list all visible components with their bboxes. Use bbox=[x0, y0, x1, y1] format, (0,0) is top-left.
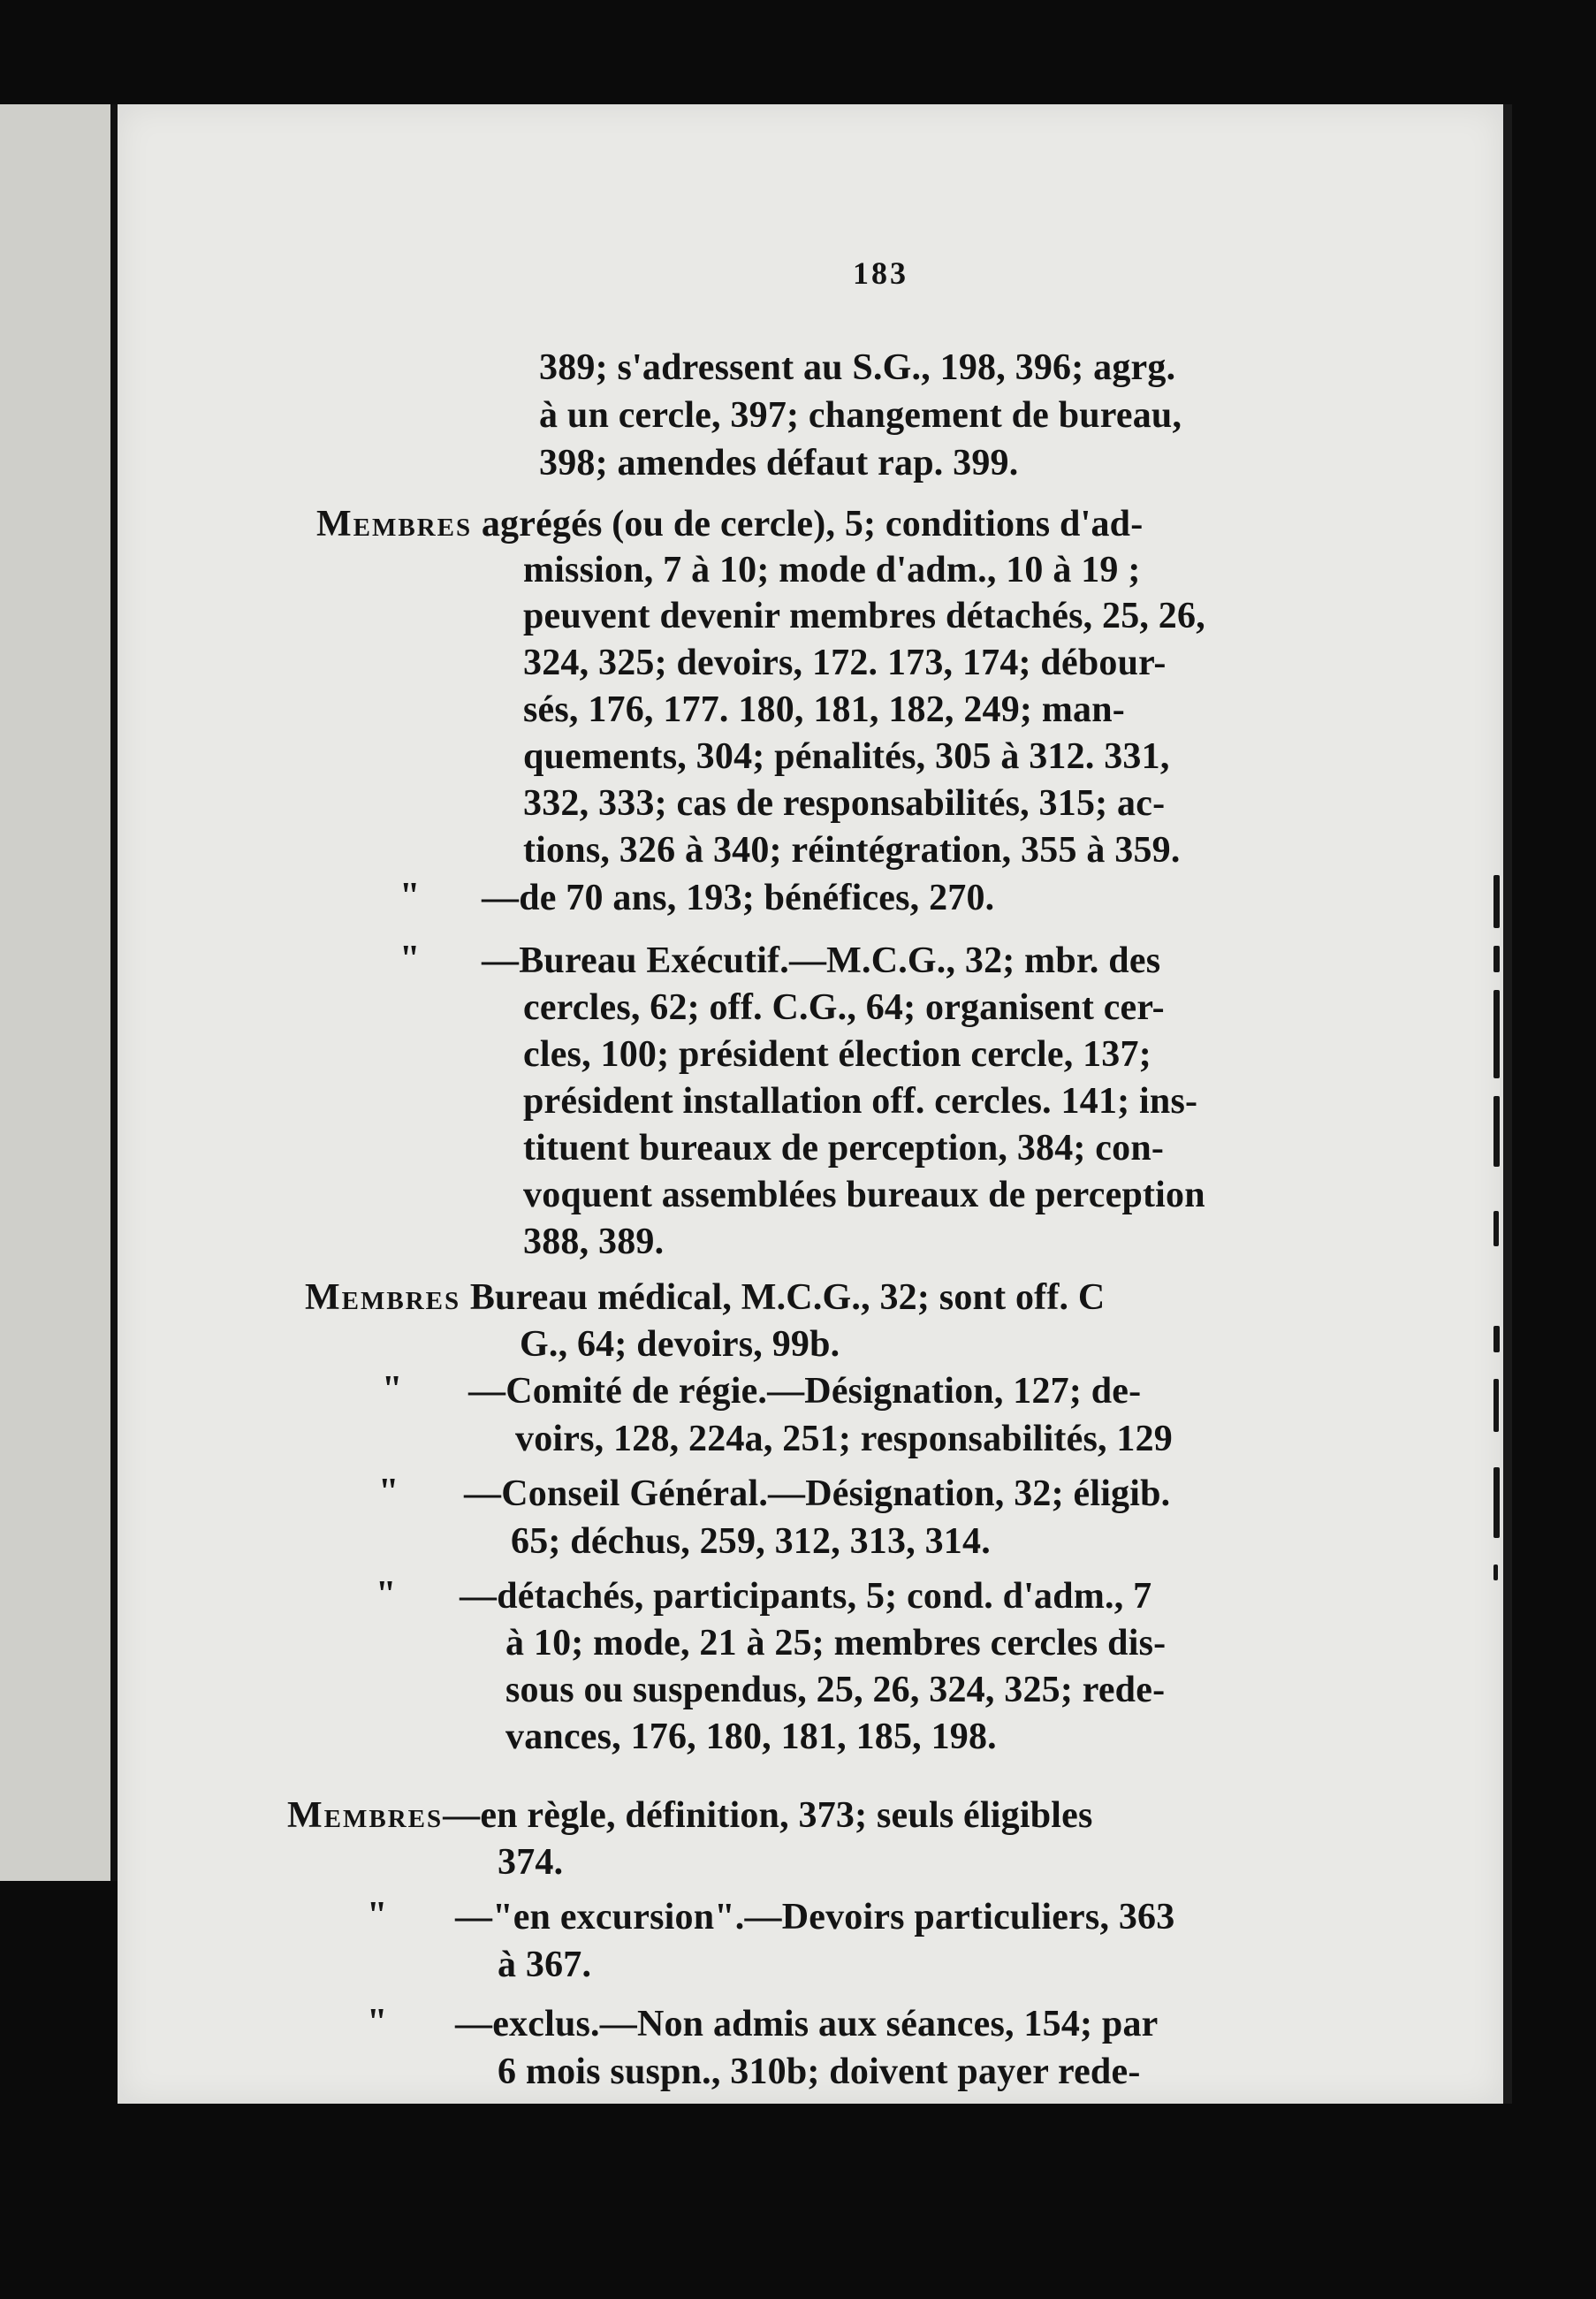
index-line-text: voquent assemblées bureaux de perception bbox=[523, 1175, 1205, 1215]
index-line bbox=[523, 986, 1165, 1029]
index-line bbox=[523, 642, 1167, 684]
index-line-text: cercles, 62; off. C.G., 64; organisent cer- bbox=[523, 987, 1165, 1028]
scan-artifact-mark bbox=[1493, 1564, 1498, 1580]
index-line bbox=[468, 1370, 1141, 1412]
index-line bbox=[505, 1622, 1166, 1664]
index-line bbox=[523, 1174, 1205, 1216]
index-line bbox=[523, 735, 1170, 778]
scan-artifact-mark bbox=[1493, 1096, 1500, 1167]
index-line-text: cles, 100; président élection cercle, 137; bbox=[523, 1034, 1151, 1075]
index-line bbox=[523, 829, 1181, 872]
index-line-text: —Comité de régie.—Désignation, 127; de- bbox=[468, 1371, 1142, 1412]
index-line bbox=[539, 442, 1018, 484]
index-line bbox=[523, 689, 1125, 731]
index-line-text: 398; amendes défaut rap. 399. bbox=[539, 443, 1019, 483]
index-line bbox=[523, 1221, 664, 1263]
scan-artifact-mark bbox=[1493, 1211, 1499, 1246]
index-line bbox=[539, 346, 1175, 389]
index-line bbox=[520, 1323, 840, 1366]
entry-head: Membres bbox=[287, 1795, 444, 1836]
page-right-edge bbox=[1503, 104, 1512, 2104]
index-line bbox=[523, 1033, 1151, 1076]
index-line bbox=[505, 1716, 997, 1758]
index-line-text: président installation off. cercles. 141; ins- bbox=[523, 1081, 1198, 1122]
page-gutter bbox=[110, 104, 118, 1881]
ditto-mark: " bbox=[367, 1895, 388, 1936]
index-line-text: quements, 304; pénalités, 305 à 312. 331, bbox=[523, 736, 1170, 777]
index-line-text: à 367. bbox=[498, 1945, 592, 1985]
index-line-text: sés, 176, 177. 180, 181, 182, 249; man- bbox=[523, 689, 1125, 730]
index-line bbox=[523, 595, 1205, 637]
index-line-text: à 10; mode, 21 à 25; membres cercles dis- bbox=[505, 1623, 1167, 1663]
index-entry-heading bbox=[316, 503, 1143, 545]
index-line bbox=[498, 1944, 591, 1986]
index-line bbox=[523, 549, 1141, 591]
ditto-mark: " bbox=[367, 2002, 388, 2043]
scan-artifact-mark bbox=[1493, 875, 1500, 928]
scan-artifact-mark bbox=[1493, 946, 1500, 972]
index-line bbox=[455, 2003, 1159, 2045]
index-line bbox=[482, 877, 994, 919]
entry-head: Membres bbox=[316, 504, 473, 544]
index-line bbox=[482, 940, 1160, 982]
index-line bbox=[515, 1418, 1173, 1460]
index-line-text: à un cercle, 397; changement de bureau, bbox=[539, 395, 1182, 436]
index-line bbox=[523, 782, 1165, 825]
scan-artifact-mark bbox=[1493, 990, 1500, 1078]
index-line bbox=[455, 1896, 1174, 1938]
index-entry-heading bbox=[305, 1276, 1105, 1319]
index-line bbox=[498, 1841, 563, 1884]
index-entry-heading bbox=[287, 1794, 1093, 1837]
ditto-mark: " bbox=[378, 1472, 399, 1512]
index-line-text: tions, 326 à 340; réintégration, 355 à 359. bbox=[523, 830, 1181, 871]
index-line-text: vances, 176, 180, 181, 185, 198. bbox=[505, 1717, 997, 1757]
index-line-text: 6 mois suspn., 310b; doivent payer rede- bbox=[498, 2052, 1141, 2092]
index-line-text: G., 64; devoirs, 99b. bbox=[520, 1324, 840, 1365]
index-line-text: 65; déchus, 259, 312, 313, 314. bbox=[511, 1521, 991, 1562]
ditto-mark: " bbox=[399, 876, 421, 917]
scan-artifact-mark bbox=[1493, 1379, 1499, 1432]
index-line-text: —exclus.—Non admis aux séances, 154; par bbox=[455, 2004, 1159, 2044]
adjacent-page-edge bbox=[0, 104, 110, 1881]
index-line-text: sous ou suspendus, 25, 26, 324, 325; rede- bbox=[505, 1670, 1166, 1710]
index-line-text: —détachés, participants, 5; cond. d'adm., 7 bbox=[460, 1576, 1152, 1617]
index-line-text: voirs, 128, 224a, 251; responsabilités, 129 bbox=[515, 1419, 1174, 1459]
index-line-text: peuvent devenir membres détachés, 25, 26, bbox=[523, 596, 1205, 636]
index-line-text: agrégés (ou de cercle), 5; conditions d'ad- bbox=[472, 504, 1144, 544]
index-line bbox=[523, 1127, 1164, 1169]
index-line-text: tituent bureaux de perception, 384; con- bbox=[523, 1128, 1165, 1169]
index-line-text: mission, 7 à 10; mode d'adm., 10 à 19 ; bbox=[523, 550, 1141, 590]
index-line-text: —en règle, définition, 373; seuls éligibles bbox=[443, 1795, 1093, 1836]
index-line-text: —Bureau Exécutif.—M.C.G., 32; mbr. des bbox=[482, 940, 1161, 981]
index-line bbox=[464, 1473, 1170, 1515]
ditto-mark: " bbox=[382, 1369, 403, 1410]
ditto-mark: " bbox=[399, 939, 421, 979]
entry-head: Membres bbox=[305, 1277, 461, 1318]
index-line bbox=[460, 1575, 1151, 1618]
index-line-text: —Conseil Général.—Désignation, 32; éligib. bbox=[464, 1473, 1171, 1514]
index-line-text: 374. bbox=[498, 1842, 564, 1883]
index-line bbox=[511, 1520, 991, 1563]
index-line-text: 332, 333; cas de responsabilités, 315; ac- bbox=[523, 783, 1166, 824]
index-line bbox=[539, 394, 1182, 437]
index-line-text: Bureau médical, M.C.G., 32; sont off. C bbox=[460, 1277, 1106, 1318]
index-line-text: —de 70 ans, 193; bénéfices, 270. bbox=[482, 878, 995, 918]
scan-artifact-mark bbox=[1493, 1467, 1500, 1538]
index-line-text: 324, 325; devoirs, 172. 173, 174; débour- bbox=[523, 643, 1167, 683]
ditto-mark: " bbox=[376, 1574, 397, 1615]
index-line bbox=[505, 1669, 1165, 1711]
scan-artifact-mark bbox=[1493, 1326, 1500, 1352]
index-line bbox=[498, 2051, 1141, 2093]
index-line-text: 388, 389. bbox=[523, 1222, 665, 1262]
index-line bbox=[523, 1080, 1197, 1123]
index-line-text: —"en excursion".—Devoirs particuliers, 363 bbox=[455, 1897, 1175, 1937]
index-line-text: 389; s'adressent au S.G., 198, 396; agrg. bbox=[539, 347, 1176, 388]
page-number: 183 bbox=[853, 255, 908, 291]
